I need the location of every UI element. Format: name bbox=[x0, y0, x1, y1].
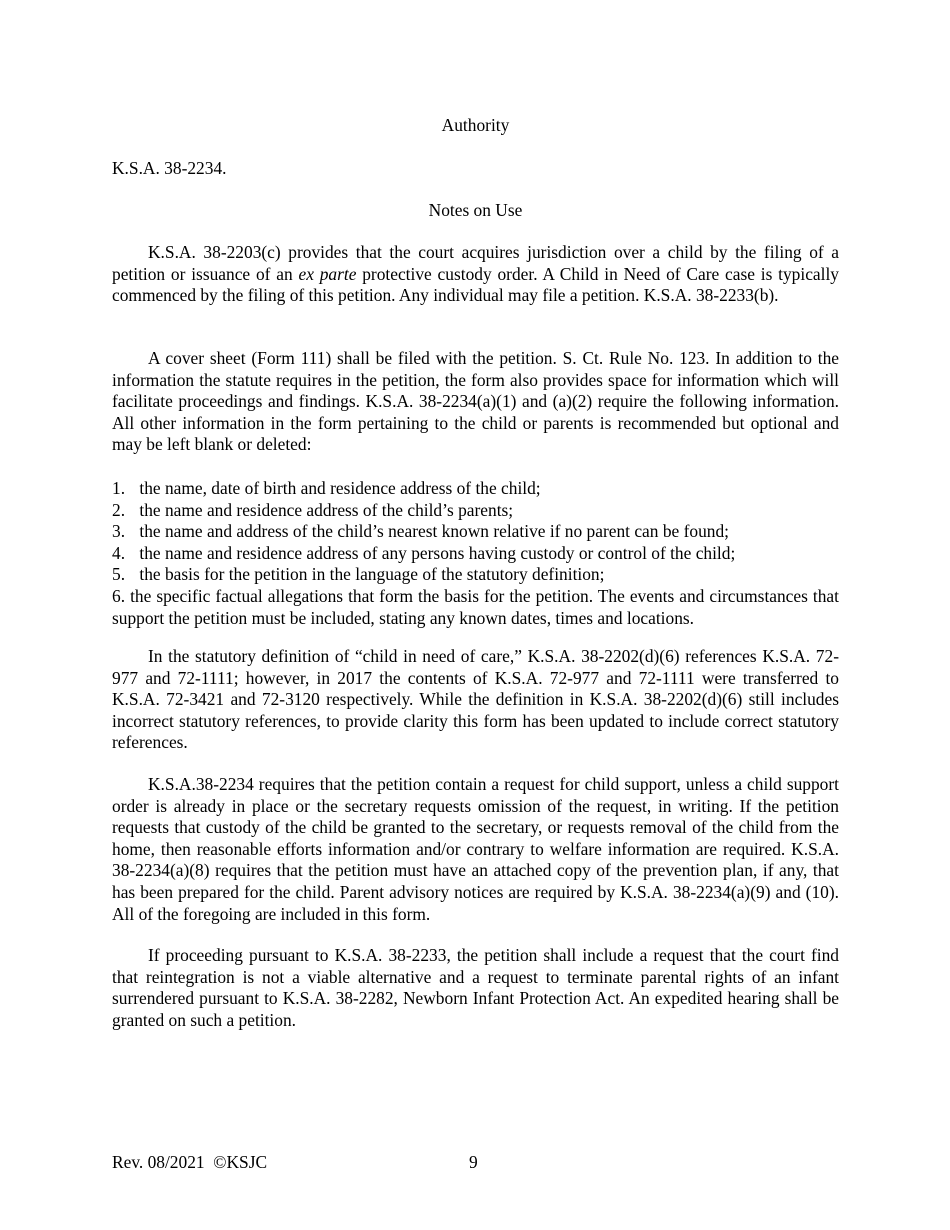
list-item-text: the name, date of birth and residence address of the child; bbox=[139, 478, 541, 498]
list-item bbox=[112, 521, 839, 543]
list-item-number: 4. bbox=[112, 542, 126, 563]
list-item-number: 6. bbox=[112, 585, 126, 606]
paragraph-text: K.S.A. 38-2203(c) provides that the court acquires jurisdiction over a child by the filing of a petition or issuance of an bbox=[112, 242, 839, 284]
list-item bbox=[112, 564, 839, 586]
list-item bbox=[112, 478, 839, 500]
list-item-number: 1. bbox=[112, 478, 126, 498]
paragraph-jurisdiction bbox=[112, 242, 839, 307]
list-item-number: 3. bbox=[112, 521, 126, 542]
list-item bbox=[112, 586, 839, 629]
list-item-text: the name and residence address of any persons having custody or control of the child; bbox=[139, 542, 736, 563]
notes-on-use-heading: Notes on Use bbox=[428, 200, 523, 220]
list-item bbox=[112, 500, 839, 522]
paragraph-text: protective custody order. A Child in Need of Care case is typically commenced by the filing of this petition. Any individual may file a petition. K.S.A. 38-2233(b). bbox=[112, 263, 839, 306]
paragraph-statutory-definition: In the statutory definition of “child in need of care,” K.S.A. 38-2202(d)(6) references K.S.A. 72-977 and 72-1111; however, in 2017 the contents of K.S.A. 72-977 and 72-1111 were transferred to K.S.A. 72-3421 and 72-3120 respectively. While the definition in K.S.A. 38-2202(d)(6) still includes incorrect statutory references, to provide clarity this form has been updated to include correct statutory references. bbox=[112, 646, 839, 753]
list-item bbox=[112, 543, 839, 565]
list-item-text: the name and residence address of the child’s parents; bbox=[139, 499, 514, 520]
footer-revision: Rev. 08/2021 ©KSJC bbox=[112, 1152, 268, 1172]
list-item-number: 5. bbox=[112, 564, 126, 585]
list-item-text: the name and address of the child’s nearest known relative if no parent can be found; bbox=[139, 521, 729, 542]
authority-citation: K.S.A. 38-2234. bbox=[112, 158, 227, 178]
list-item-text: the specific factual allegations that form the basis for the petition. The events and circumstances that support the petition must be included, stating any known dates, times and locations. bbox=[112, 585, 839, 628]
required-information-list bbox=[112, 478, 839, 629]
authority-heading: Authority bbox=[441, 115, 510, 135]
list-item-number: 2. bbox=[112, 499, 126, 520]
paragraph-child-support: K.S.A.38-2234 requires that the petition contain a request for child support, unless a child support order is already in place or the secretary requests omission of the request, in writing. If the petition requests that custody of the child be granted to the secretary, or requests removal of the child from the home, then reasonable efforts information and/or contrary to welfare information are required. K.S.A. 38-2234(a)(8) requires that the petition must have an attached copy of the prevention plan, if any, that has been prepared for the child. Parent advisory notices are required by K.S.A. 38-2234(a)(9) and (10). All of the foregoing are included in this form. bbox=[112, 774, 839, 924]
footer-page-number: 9 bbox=[469, 1152, 478, 1172]
italic-term: ex parte bbox=[298, 263, 357, 284]
paragraph-reintegration: If proceeding pursuant to K.S.A. 38-2233, the petition shall include a request that the court find that reintegration is not a viable alternative and a request to terminate parental rights of an infant surrendered pursuant to K.S.A. 38-2282, Newborn Infant Protection Act. An expedited hearing shall be granted on such a petition. bbox=[112, 945, 839, 1030]
list-item-text: the basis for the petition in the language of the statutory definition; bbox=[139, 564, 605, 585]
paragraph-cover-sheet: A cover sheet (Form 111) shall be filed with the petition. S. Ct. Rule No. 123. In addition to the information the statute requires in the petition, the form also provides space for information which will facilitate proceedings and findings. K.S.A. 38-2234(a)(1) and (a)(2) require the following information. All other information in the form pertaining to the child or parents is recommended but optional and may be left blank or deleted: bbox=[112, 348, 839, 455]
